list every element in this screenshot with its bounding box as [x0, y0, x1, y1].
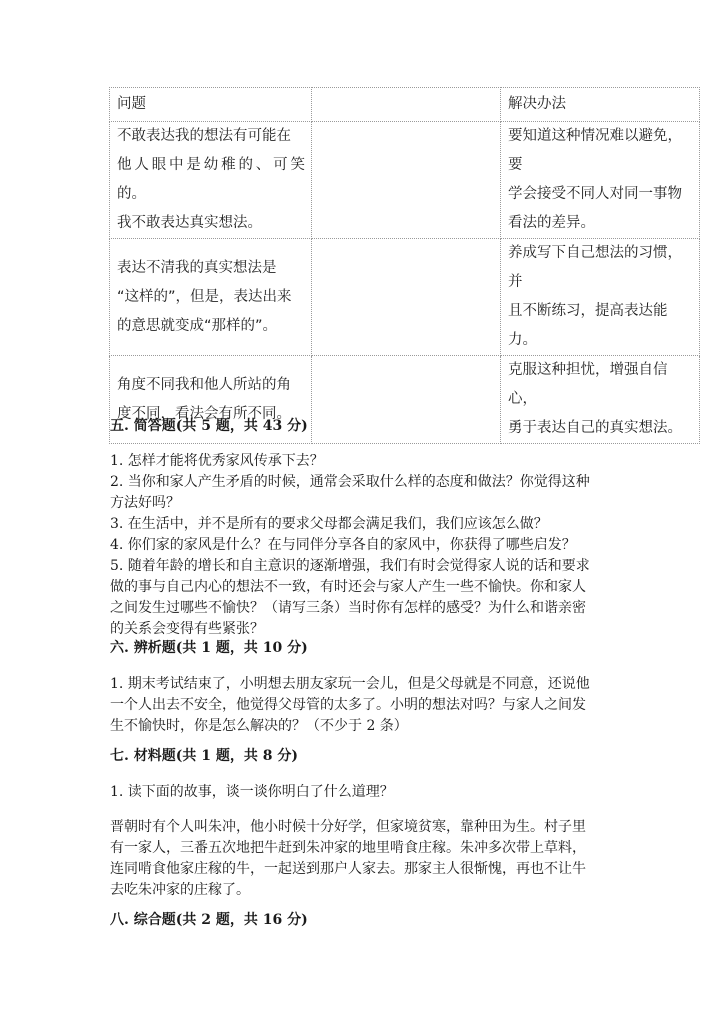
problem-cell: 角度不同我和他人所站的角 度不同，看法会有所不同。: [110, 356, 312, 444]
question-line: 方法好吗？: [110, 495, 180, 511]
question-line: 之间发生过哪些不愉快？（请写三条）当时你有怎样的感受？为什么和谐亲密: [110, 600, 586, 616]
section-six-title: 六. 辨析题(共 1 题，共 10 分): [110, 640, 308, 656]
story-line: 去吃朱冲家的庄稼了。: [110, 882, 250, 898]
question-line: 3. 在生活中，并不是所有的要求父母都会满足我们，我们应该怎么做？: [110, 516, 548, 532]
section-five-questions: [110, 451, 710, 640]
story-line: 连同啃食他家庄稼的牛，一起送到那户人家去。那家主人很惭愧，再也不让牛: [110, 861, 586, 877]
section-seven-story: [110, 817, 710, 901]
section-five-title: 五. 简答题(共 5 题，共 43 分): [110, 418, 308, 434]
table-header-row: [110, 88, 700, 122]
table-row: [110, 122, 700, 239]
header-blank: [312, 88, 501, 122]
question-line: 4. 你们家的家风是什么？在与同伴分享各自的家风中，你获得了哪些启发？: [110, 537, 576, 553]
story-line: 有一家人，三番五次地把牛赶到朱冲家的地里啃食庄稼。朱冲多次带上草料，: [110, 840, 586, 856]
question-line: 5. 随着年龄的增长和自主意识的逐渐增强，我们有时会觉得家人说的话和要求: [110, 558, 590, 574]
problem-cell: 不敢表达我的想法有可能在 他人眼中是幼稚的、可笑的。 我不敢表达真实想法。: [110, 122, 312, 239]
solution-cell: 要知道这种情况难以避免，要 学会接受不同人对同一事物 看法的差异。: [501, 122, 700, 239]
header-problem: 问题: [110, 88, 312, 122]
table-row: [110, 239, 700, 356]
question-line: 做的事与自己内心的想法不一致，有时还会与家人产生一些不愉快。你和家人: [110, 579, 586, 595]
header-solution: 解决办法: [501, 88, 700, 122]
blank-cell: [312, 122, 501, 239]
question-line: 2. 当你和家人产生矛盾的时候，通常会采取什么样的态度和做法？你觉得这种: [110, 474, 590, 490]
section-seven-question: [110, 782, 710, 803]
section-eight-title: 八. 综合题(共 2 题，共 16 分): [110, 912, 308, 928]
problem-cell: 表达不清我的真实想法是 “这样的”，但是，表达出来 的意思就变成“那样的”。: [110, 239, 312, 356]
question-line: 一个人出去不安全，他觉得父母管的太多了。小明的想法对吗？与家人之间发: [110, 697, 586, 713]
solution-cell: 养成写下自己想法的习惯，并 且不断练习，提高表达能力。: [501, 239, 700, 356]
question-line: 1. 期末考试结束了，小明想去朋友家玩一会儿，但是父母就是不同意，还说他: [110, 676, 590, 692]
story-line: 晋朝时有个人叫朱冲，他小时候十分好学，但家境贫寒，靠种田为生。村子里: [110, 819, 586, 835]
blank-cell: [312, 239, 501, 356]
solution-cell: 克服这种担忧，增强自信心， 勇于表达自己的真实想法。: [501, 356, 700, 444]
question-line: 生不愉快时，你是怎么解决的？（不少于 2 条）: [110, 718, 408, 734]
problem-solution-table: [109, 87, 700, 444]
question-line: 1. 读下面的故事，谈一谈你明白了什么道理？: [110, 784, 394, 800]
question-line: 的关系会变得有些紧张？: [110, 621, 264, 637]
section-seven-title: 七. 材料题(共 1 题，共 8 分): [110, 748, 298, 764]
section-six-body: [110, 674, 710, 737]
question-line: 1. 怎样才能将优秀家风传承下去？: [110, 453, 324, 469]
